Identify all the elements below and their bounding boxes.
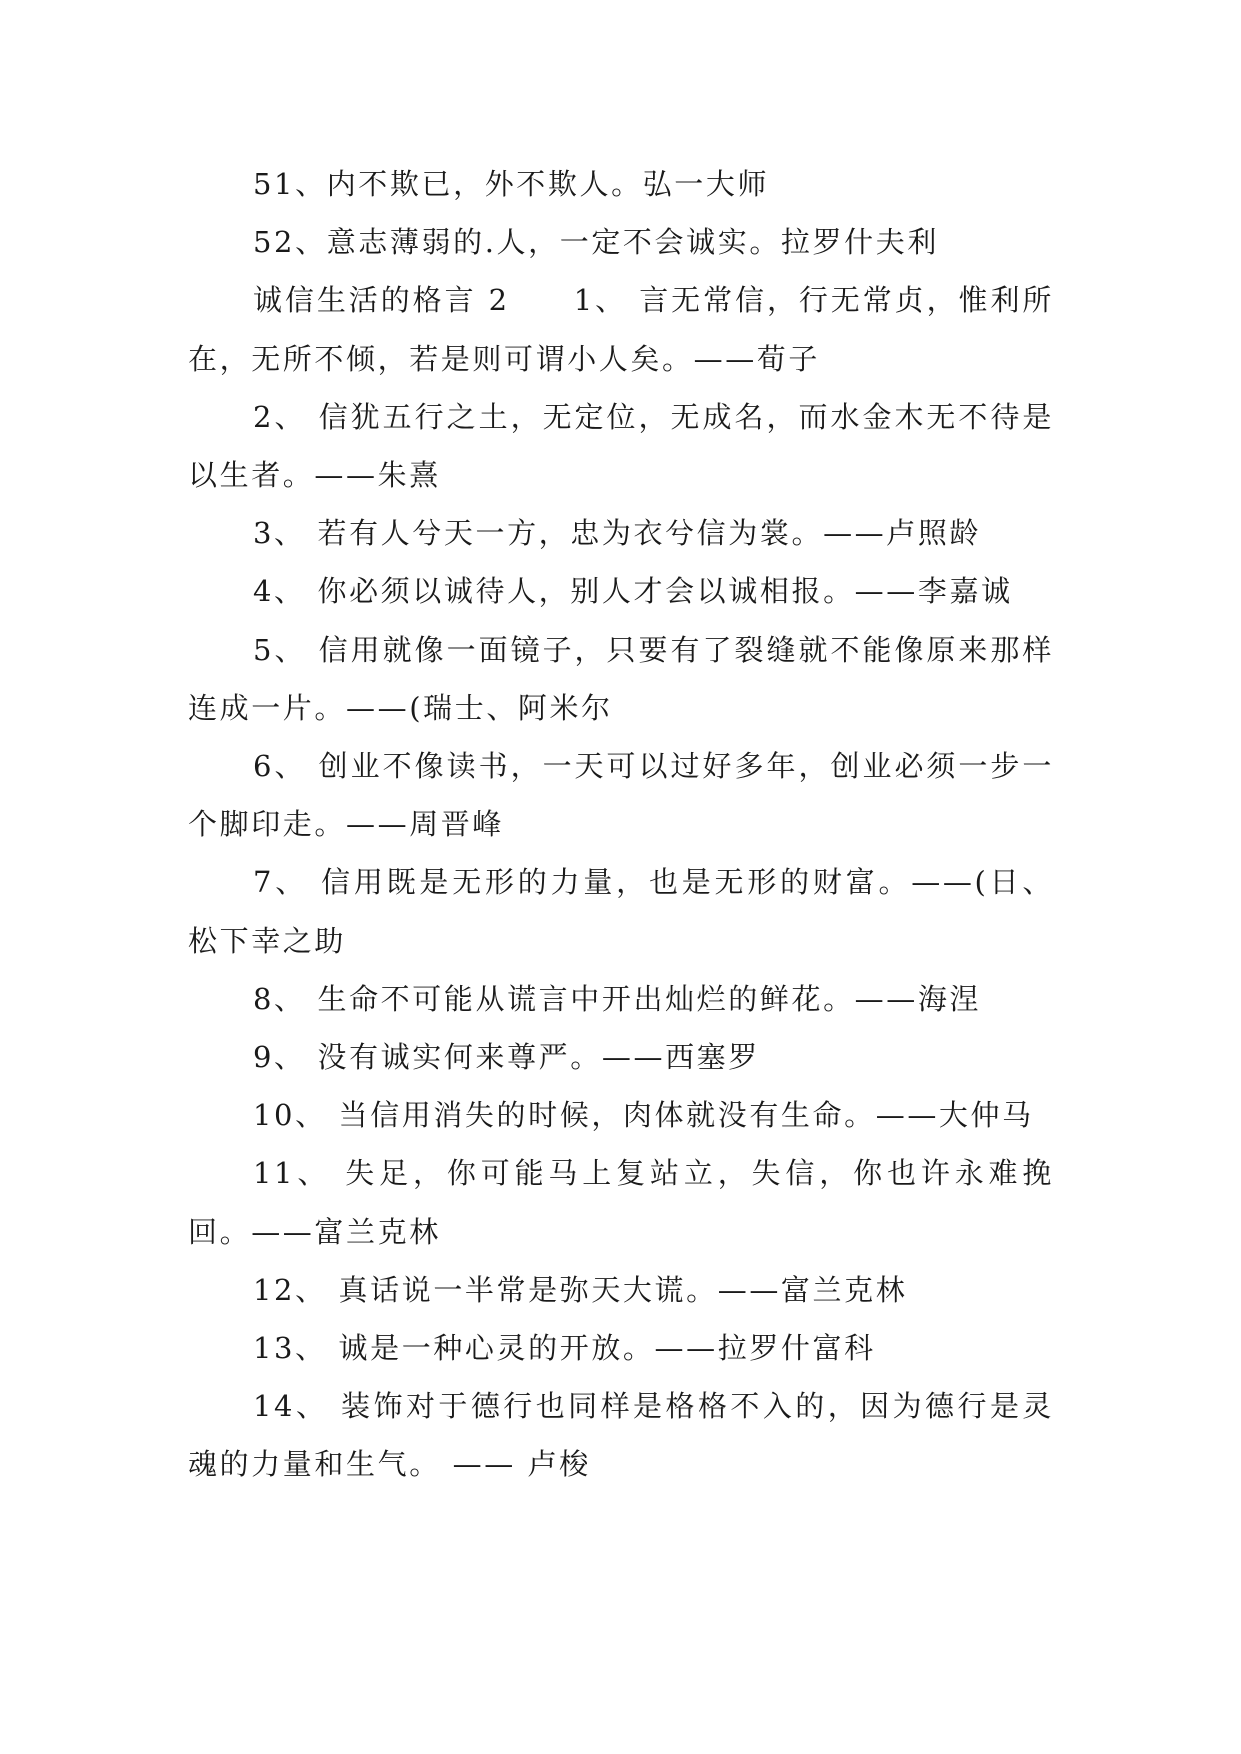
item-text: 言无常信，行无常贞，惟利所在，无所不倾，若是则可谓小人矣。——荀子 bbox=[188, 283, 1054, 376]
item-number: 14、 bbox=[253, 1389, 329, 1424]
document-body bbox=[188, 155, 1054, 1494]
item-number: 10、 bbox=[253, 1098, 327, 1133]
paragraph-14 bbox=[188, 1377, 1054, 1493]
paragraph-5 bbox=[188, 621, 1054, 737]
item-number: 9、 bbox=[253, 1040, 306, 1075]
paragraph-10 bbox=[188, 1086, 1054, 1144]
paragraph-12 bbox=[188, 1261, 1054, 1319]
item-text: 生命不可能从谎言中开出灿烂的鲜花。——海涅 bbox=[305, 981, 982, 1016]
item-number: 11、 bbox=[253, 1156, 332, 1191]
item-text: 若有人兮天一方，忠为衣兮信为裳。——卢照龄 bbox=[305, 516, 982, 551]
paragraph-3 bbox=[188, 504, 1054, 562]
item-number: 12、 bbox=[253, 1272, 327, 1307]
item-text: 创业不像读书，一天可以过好多年，创业必须一步一个脚印走。——周晋峰 bbox=[188, 749, 1054, 842]
item-number: 3、 bbox=[253, 516, 306, 551]
item-text: 信用既是无形的力量，也是无形的财富。——(日、松下幸之助 bbox=[188, 865, 1055, 958]
item-number: 52、 bbox=[253, 225, 327, 260]
item-number: 13、 bbox=[253, 1331, 327, 1366]
item-number: 1、 bbox=[573, 283, 628, 318]
paragraph-7 bbox=[188, 853, 1054, 969]
item-text: 意志薄弱的.人，一定不会诚实。拉罗什夫利 bbox=[326, 225, 939, 260]
item-number: 5、 bbox=[253, 632, 307, 667]
paragraph-11 bbox=[188, 1144, 1054, 1260]
item-number: 7、 bbox=[253, 865, 309, 900]
item-number: 4、 bbox=[253, 574, 306, 609]
paragraph-51 bbox=[188, 155, 1054, 213]
item-number: 8、 bbox=[253, 981, 306, 1016]
item-text: 真话说一半常是弥天大谎。——富兰克林 bbox=[326, 1272, 908, 1307]
paragraph-4 bbox=[188, 562, 1054, 620]
item-text: 内不欺已，外不欺人。弘一大师 bbox=[326, 167, 770, 201]
paragraph-52 bbox=[188, 213, 1054, 271]
item-text: 没有诚实何来尊严。——西塞罗 bbox=[305, 1040, 760, 1075]
item-text: 诚是一种心灵的开放。——拉罗什富科 bbox=[326, 1331, 876, 1366]
paragraph-8 bbox=[188, 970, 1054, 1028]
item-text: 失足，你可能马上复站立，失信，你也许永难挽回。——富兰克林 bbox=[188, 1156, 1055, 1249]
item-number: 51、 bbox=[253, 167, 327, 201]
item-text: 你必须以诚待人，别人才会以诚相报。——李嘉诚 bbox=[305, 574, 1013, 609]
item-text: 当信用消失的时候，肉体就没有生命。——大仲马 bbox=[326, 1098, 1034, 1133]
paragraph-9 bbox=[188, 1028, 1054, 1086]
paragraph-13 bbox=[188, 1319, 1054, 1377]
item-text: 信用就像一面镜子，只要有了裂缝就不能像原来那样连成一片。——(瑞士、阿米尔 bbox=[188, 632, 1054, 725]
paragraph-heading-1 bbox=[188, 271, 1054, 387]
item-text: 装饰对于德行也同样是格格不入的，因为德行是灵魂的力量和生气。 —— 卢梭 bbox=[188, 1389, 1054, 1482]
paragraph-2 bbox=[188, 388, 1054, 504]
paragraph-6 bbox=[188, 737, 1054, 853]
item-number: 2、 bbox=[253, 399, 307, 434]
item-number: 6、 bbox=[253, 749, 307, 784]
item-text: 信犹五行之土，无定位，无成名，而水金木无不待是以生者。——朱熹 bbox=[188, 399, 1054, 493]
section-heading: 诚信生活的格言 2 bbox=[253, 283, 510, 318]
